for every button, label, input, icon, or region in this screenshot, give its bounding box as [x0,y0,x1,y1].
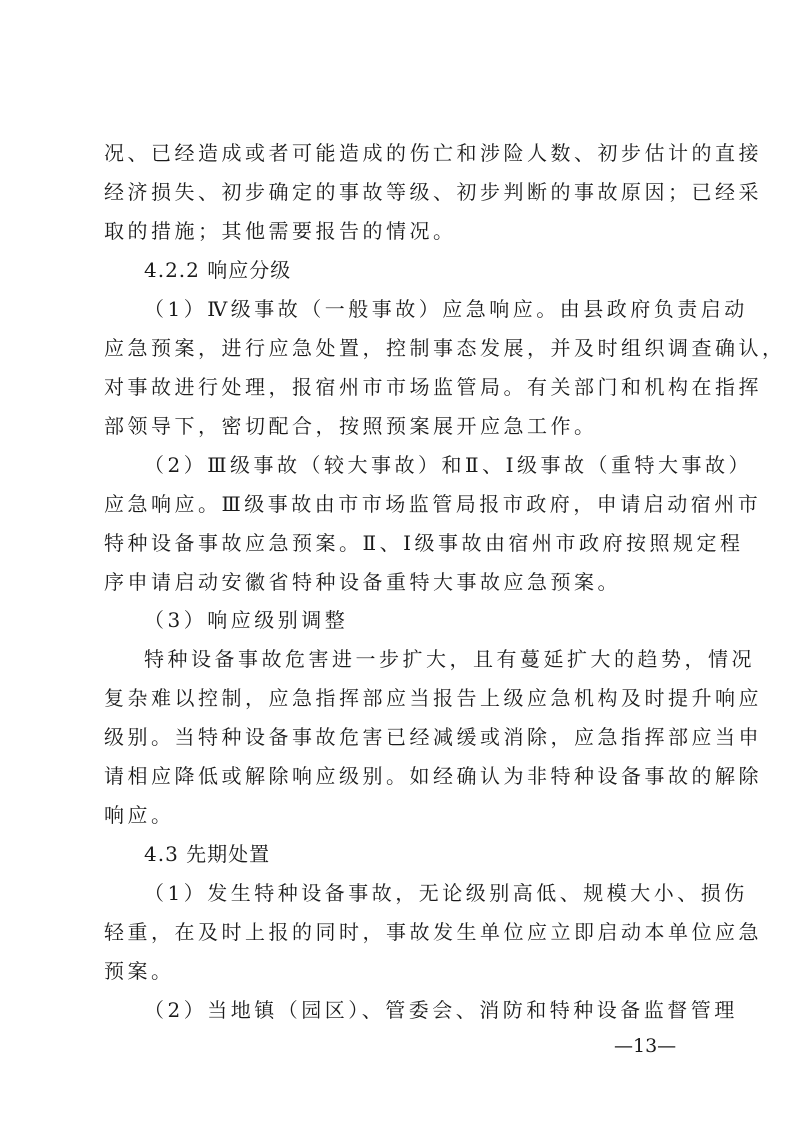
body-text-line: 级别。当特种设备事故危害已经减缓或消除，应急指挥部应当申 [104,725,762,749]
paragraph-start-line: （1）Ⅳ级事故（一般事故）应急响应。由县政府负责启动 [144,297,748,321]
body-text-line: 经济损失、初步确定的事故等级、初步判断的事故原因；已经采 [104,180,762,204]
section-heading-4-3: 4.3 先期处置 [144,842,271,866]
body-text-line: 请相应降低或解除响应级别。如经确认为非特种设备事故的解除 [104,764,762,788]
body-text-line: 部领导下，密切配合，按照预案展开应急工作。 [104,414,598,438]
body-text-line: 对事故进行处理，报宿州市市场监管局。有关部门和机构在指挥 [104,375,762,399]
paragraph-start-line: （2）当地镇（园区）、管委会、消防和特种设备监督管理 [144,998,738,1022]
body-text-line: 况、已经造成或者可能造成的伤亡和涉险人数、初步估计的直接 [104,141,762,165]
body-text-line: 序申请启动安徽省特种设备重特大事故应急预案。 [104,570,621,594]
body-text-line: 响应。 [104,803,175,827]
body-text-line: 特种设备事故应急预案。Ⅱ、Ⅰ级事故由宿州市政府按照规定程 [104,531,744,555]
paragraph-start-line: （2）Ⅲ级事故（较大事故）和Ⅱ、Ⅰ级事故（重特大事故） [144,453,753,477]
paragraph-start-line: （1）发生特种设备事故，无论级别高低、规模大小、损伤 [144,881,748,905]
body-text-line: 预案。 [104,959,175,983]
paragraph-start-line: 特种设备事故危害进一步扩大，且有蔓延扩大的趋势，情况 [144,647,755,671]
page-number: —13— [614,1035,677,1057]
body-text-line: 应急响应。Ⅲ级事故由市市场监管局报市政府，申请启动宿州市 [104,492,762,516]
body-text-line: 取的措施；其他需要报告的情况。 [104,219,457,243]
body-text-line: 复杂难以控制，应急指挥部应当报告上级应急机构及时提升响应 [104,686,762,710]
subsection-heading: （3）响应级别调整 [144,608,349,632]
body-text-line: 应急预案，进行应急处置，控制事态发展，并及时组织调查确认， [104,336,786,360]
section-heading-4-2-2: 4.2.2 响应分级 [144,258,292,282]
body-text-line: 轻重，在及时上报的同时，事故发生单位应立即启动本单位应急 [104,920,762,944]
